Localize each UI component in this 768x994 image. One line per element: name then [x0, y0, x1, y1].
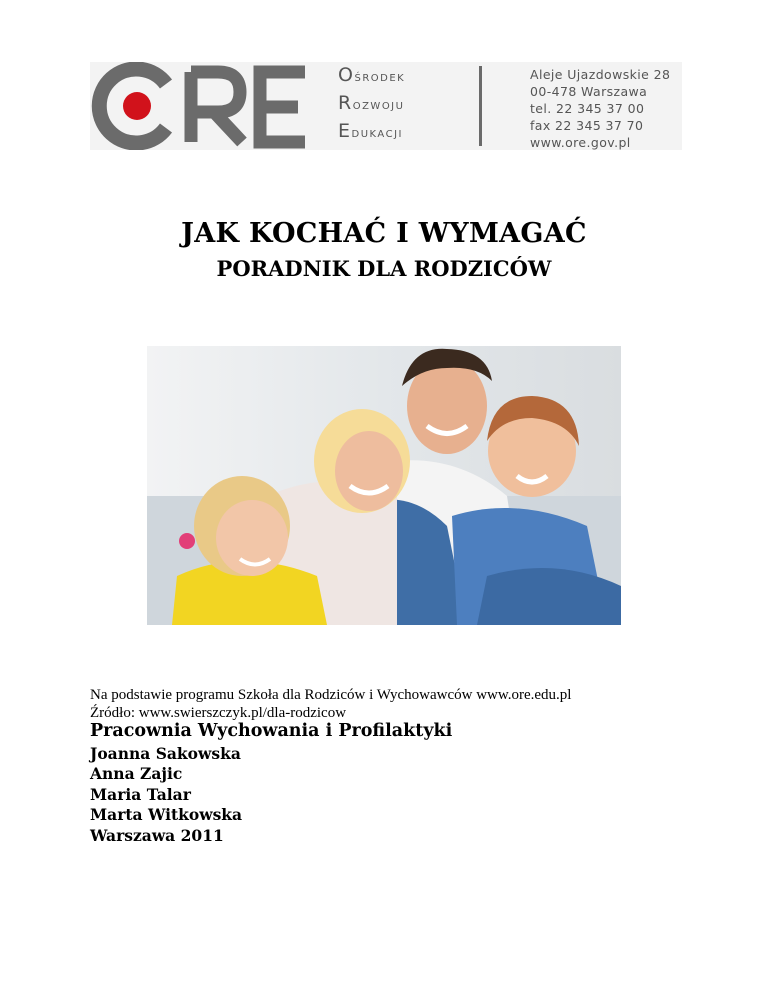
logo-letter-e	[260, 72, 305, 142]
logo-red-dot	[123, 92, 151, 120]
address-street: Aleje Ujazdowskie 28	[530, 67, 671, 82]
source-program-line: Na podstawie programu Szkoła dla Rodziców i Wychowawców www.ore.edu.pl	[90, 687, 572, 703]
credits-place-year: Warszawa 2011	[90, 825, 224, 845]
ore-logo-mark	[90, 62, 312, 150]
org-name-line-3: Edukacji	[338, 120, 403, 142]
family-photo	[147, 346, 621, 625]
org-address	[530, 66, 670, 151]
credits-organization: Pracownia Wychowania i Profilaktyki	[90, 721, 453, 741]
credits-block	[90, 723, 452, 848]
ore-logo-header	[90, 62, 682, 150]
logo-letter-r	[191, 72, 242, 142]
credits-author: Joanna Sakowska	[90, 743, 241, 763]
address-phone: tel. 22 345 37 00	[530, 101, 645, 116]
address-city: 00-478 Warszawa	[530, 84, 648, 99]
org-name-line-2: Rozwoju	[338, 92, 405, 114]
logo-divider	[479, 66, 482, 146]
credits-author: Marta Witkowska	[90, 805, 243, 824]
credits-author: Maria Talar	[90, 784, 191, 804]
org-name-line-1: Ośrodek	[338, 64, 406, 86]
address-website: www.ore.gov.pl	[530, 135, 631, 150]
org-name	[338, 66, 405, 150]
credits-author: Anna Zajic	[90, 764, 183, 783]
source-website-line: Źródło: www.swierszczyk.pl/dla-rodzicow	[90, 705, 347, 721]
document-subtitle: PORADNIK DLA RODZICÓW	[216, 256, 552, 281]
address-fax: fax 22 345 37 70	[530, 118, 644, 133]
document-title: JAK KOCHAĆ I WYMAGAĆ	[181, 218, 587, 249]
